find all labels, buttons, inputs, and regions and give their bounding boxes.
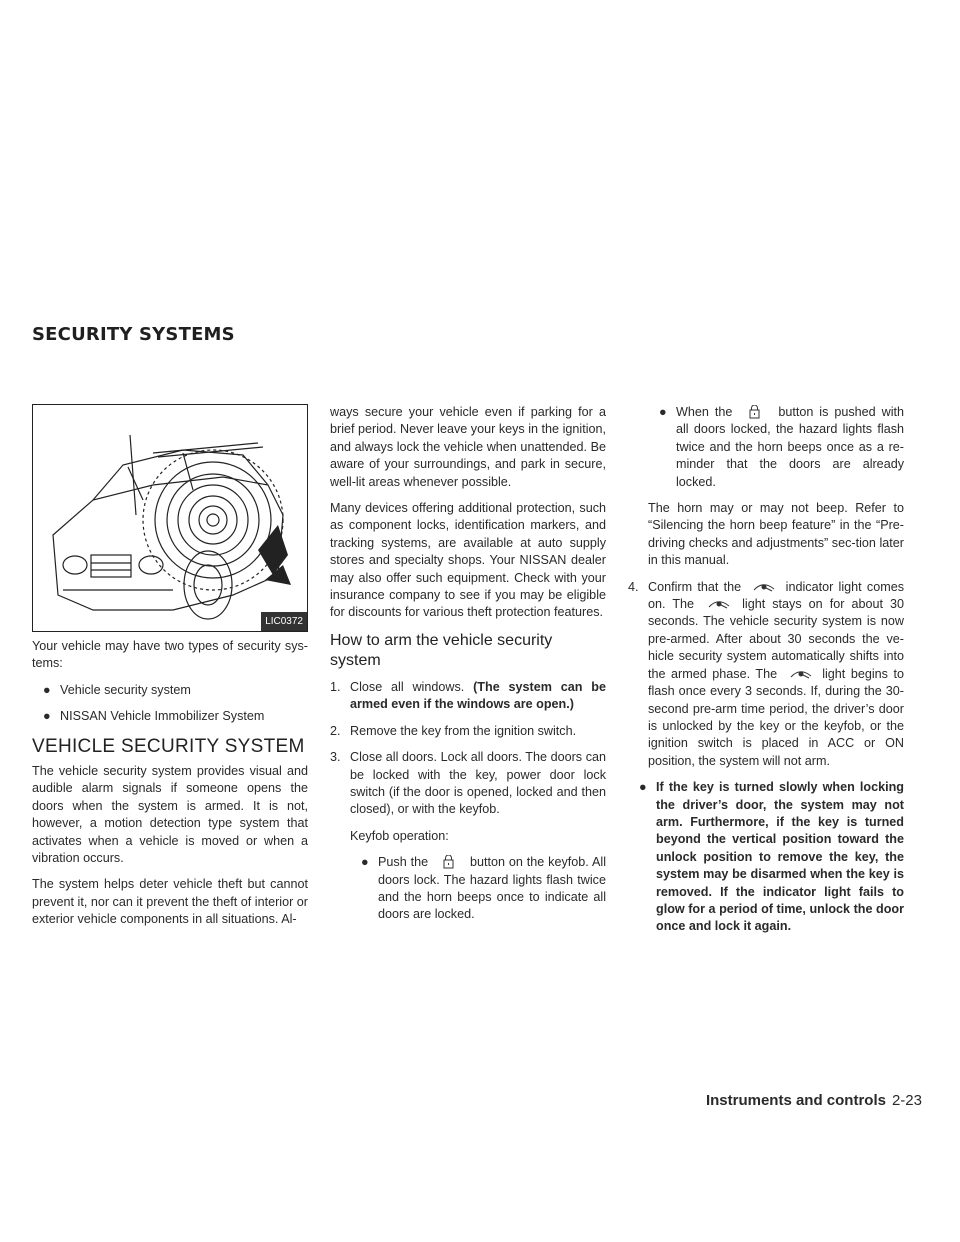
section-heading: VEHICLE SECURITY SYSTEM xyxy=(32,735,305,757)
step-number: 4. xyxy=(628,579,639,594)
paragraph: Many devices offering additional protection, such as component locks, identification markers, and tracking systems, are available at auto supply stores and specialty shops. Your NISSAN dealer may also offer such equipment. Check with your insurance company to see if you may be eligible for discounts for various theft protection features. xyxy=(330,501,606,620)
footer-title: Instruments and controls xyxy=(705,1092,886,1109)
warning-item xyxy=(628,779,904,936)
bullet-text-a: When the xyxy=(676,405,733,419)
keyfob-operation-label: Keyfob operation: xyxy=(350,828,449,843)
security-indicator-icon xyxy=(746,580,780,594)
section-header: SECURITY SYSTEMS xyxy=(32,324,235,345)
bullet-icon: ● xyxy=(659,405,667,419)
intro-text: Your vehicle may have two types of security sys-tems: xyxy=(32,639,308,671)
security-indicator-icon xyxy=(783,667,817,681)
page-number: 2-23 xyxy=(891,1092,922,1109)
step-number: 2. xyxy=(330,723,341,738)
column-1 xyxy=(32,404,308,938)
step-text-a: Confirm that the xyxy=(648,579,742,594)
bullet-icon: ● xyxy=(361,855,369,870)
vehicle-illustration xyxy=(33,405,307,631)
bullet-text: NISSAN Vehicle Immobilizer System xyxy=(60,709,265,724)
list-item xyxy=(648,404,904,491)
security-indicator-icon xyxy=(701,597,735,611)
step-text-c: light stays on for about 30 seconds. The vehicle security system is now pre-armed. After about 30 seconds the ve-hicle security system automatically shifts into the armed phase. The xyxy=(648,597,905,681)
bullet-icon: ● xyxy=(43,709,51,724)
bullet-text-b: button on the keyfob. All doors lock. The hazard lights flash twice and the horn beeps once to indicate all doors are locked. xyxy=(378,855,606,922)
list-item xyxy=(32,708,308,725)
step-4 xyxy=(628,579,904,770)
lock-icon xyxy=(432,855,466,869)
column-2 xyxy=(330,404,606,933)
step-note: (The system can be armed even if the windows are open.) xyxy=(350,679,607,712)
column-3 xyxy=(628,404,904,945)
vehicle-figure xyxy=(32,404,308,632)
step-text: Remove the key from the ignition switch. xyxy=(350,723,577,738)
step-text: Close all doors. Lock all doors. The doors can be locked with the key, power door lock switch (if the door is opened, locked and then closed), or with the keyfob. xyxy=(350,750,606,817)
step-text-d: light begins to flash once every 3 seconds. If, during the 30-second pre-arm time period, the driver’s door is unlocked by the key or the keyfob, or the ignition switch is placed in ACC or ON position, the system will not arm. xyxy=(648,666,904,768)
step-1 xyxy=(330,679,606,714)
bullet-icon: ● xyxy=(639,780,647,795)
step-number: 3. xyxy=(330,750,341,765)
paragraph: The horn may or may not beep. Refer to “Silencing the horn beep feature” in the “Pre-driving checks and adjustments” sec-tion later in this manual. xyxy=(648,501,904,568)
paragraph: The system helps deter vehicle theft but cannot prevent it, nor can it prevent the theft of interior or exterior vehicle components in all situations. Al- xyxy=(32,877,308,927)
bullet-text: Vehicle security system xyxy=(60,682,191,697)
step-number: 1. xyxy=(330,679,341,694)
step-2 xyxy=(330,723,606,740)
bullet-text-b: button is pushed with all doors locked, the hazard lights flash twice and the horn beeps once as a re-minder that the doors are already locked. xyxy=(676,405,905,489)
warning-text: If the key is turned slowly when locking the driver’s door, the system may not arm. Furthermore, if the key is turned beyond the vertical position toward the unlock position to remove the key, the system may be disarmed when the key is removed. If the indicator light fails to glow for a period of time, unlock the door once and lock it again. xyxy=(656,780,904,934)
bullet-icon: ● xyxy=(43,682,51,697)
page-footer xyxy=(706,1092,922,1109)
step-text-b: indicator light comes on. The xyxy=(648,579,904,612)
paragraph: The vehicle security system provides visual and audible alarm signals if someone opens the doors when the system is armed. It is not, however, a motion detection type system that activates when a vehicle is moved or when a vibration occurs. xyxy=(32,764,308,866)
lock-icon xyxy=(738,405,772,419)
step-3 xyxy=(330,749,606,819)
paragraph: ways secure your vehicle even if parking for a brief period. Never leave your keys in the ignition, and always lock the vehicle when unattended. Be aware of your surroundings, and park in secure, well-lit areas whenever possible. xyxy=(330,405,606,489)
figure-label: LIC0372 xyxy=(261,612,307,631)
list-item xyxy=(32,682,308,699)
step-text: Close all windows. xyxy=(350,679,465,694)
list-item xyxy=(350,854,606,924)
sub-heading: How to arm the vehicle security system xyxy=(330,631,553,669)
bullet-text-a: Push the xyxy=(378,855,429,870)
